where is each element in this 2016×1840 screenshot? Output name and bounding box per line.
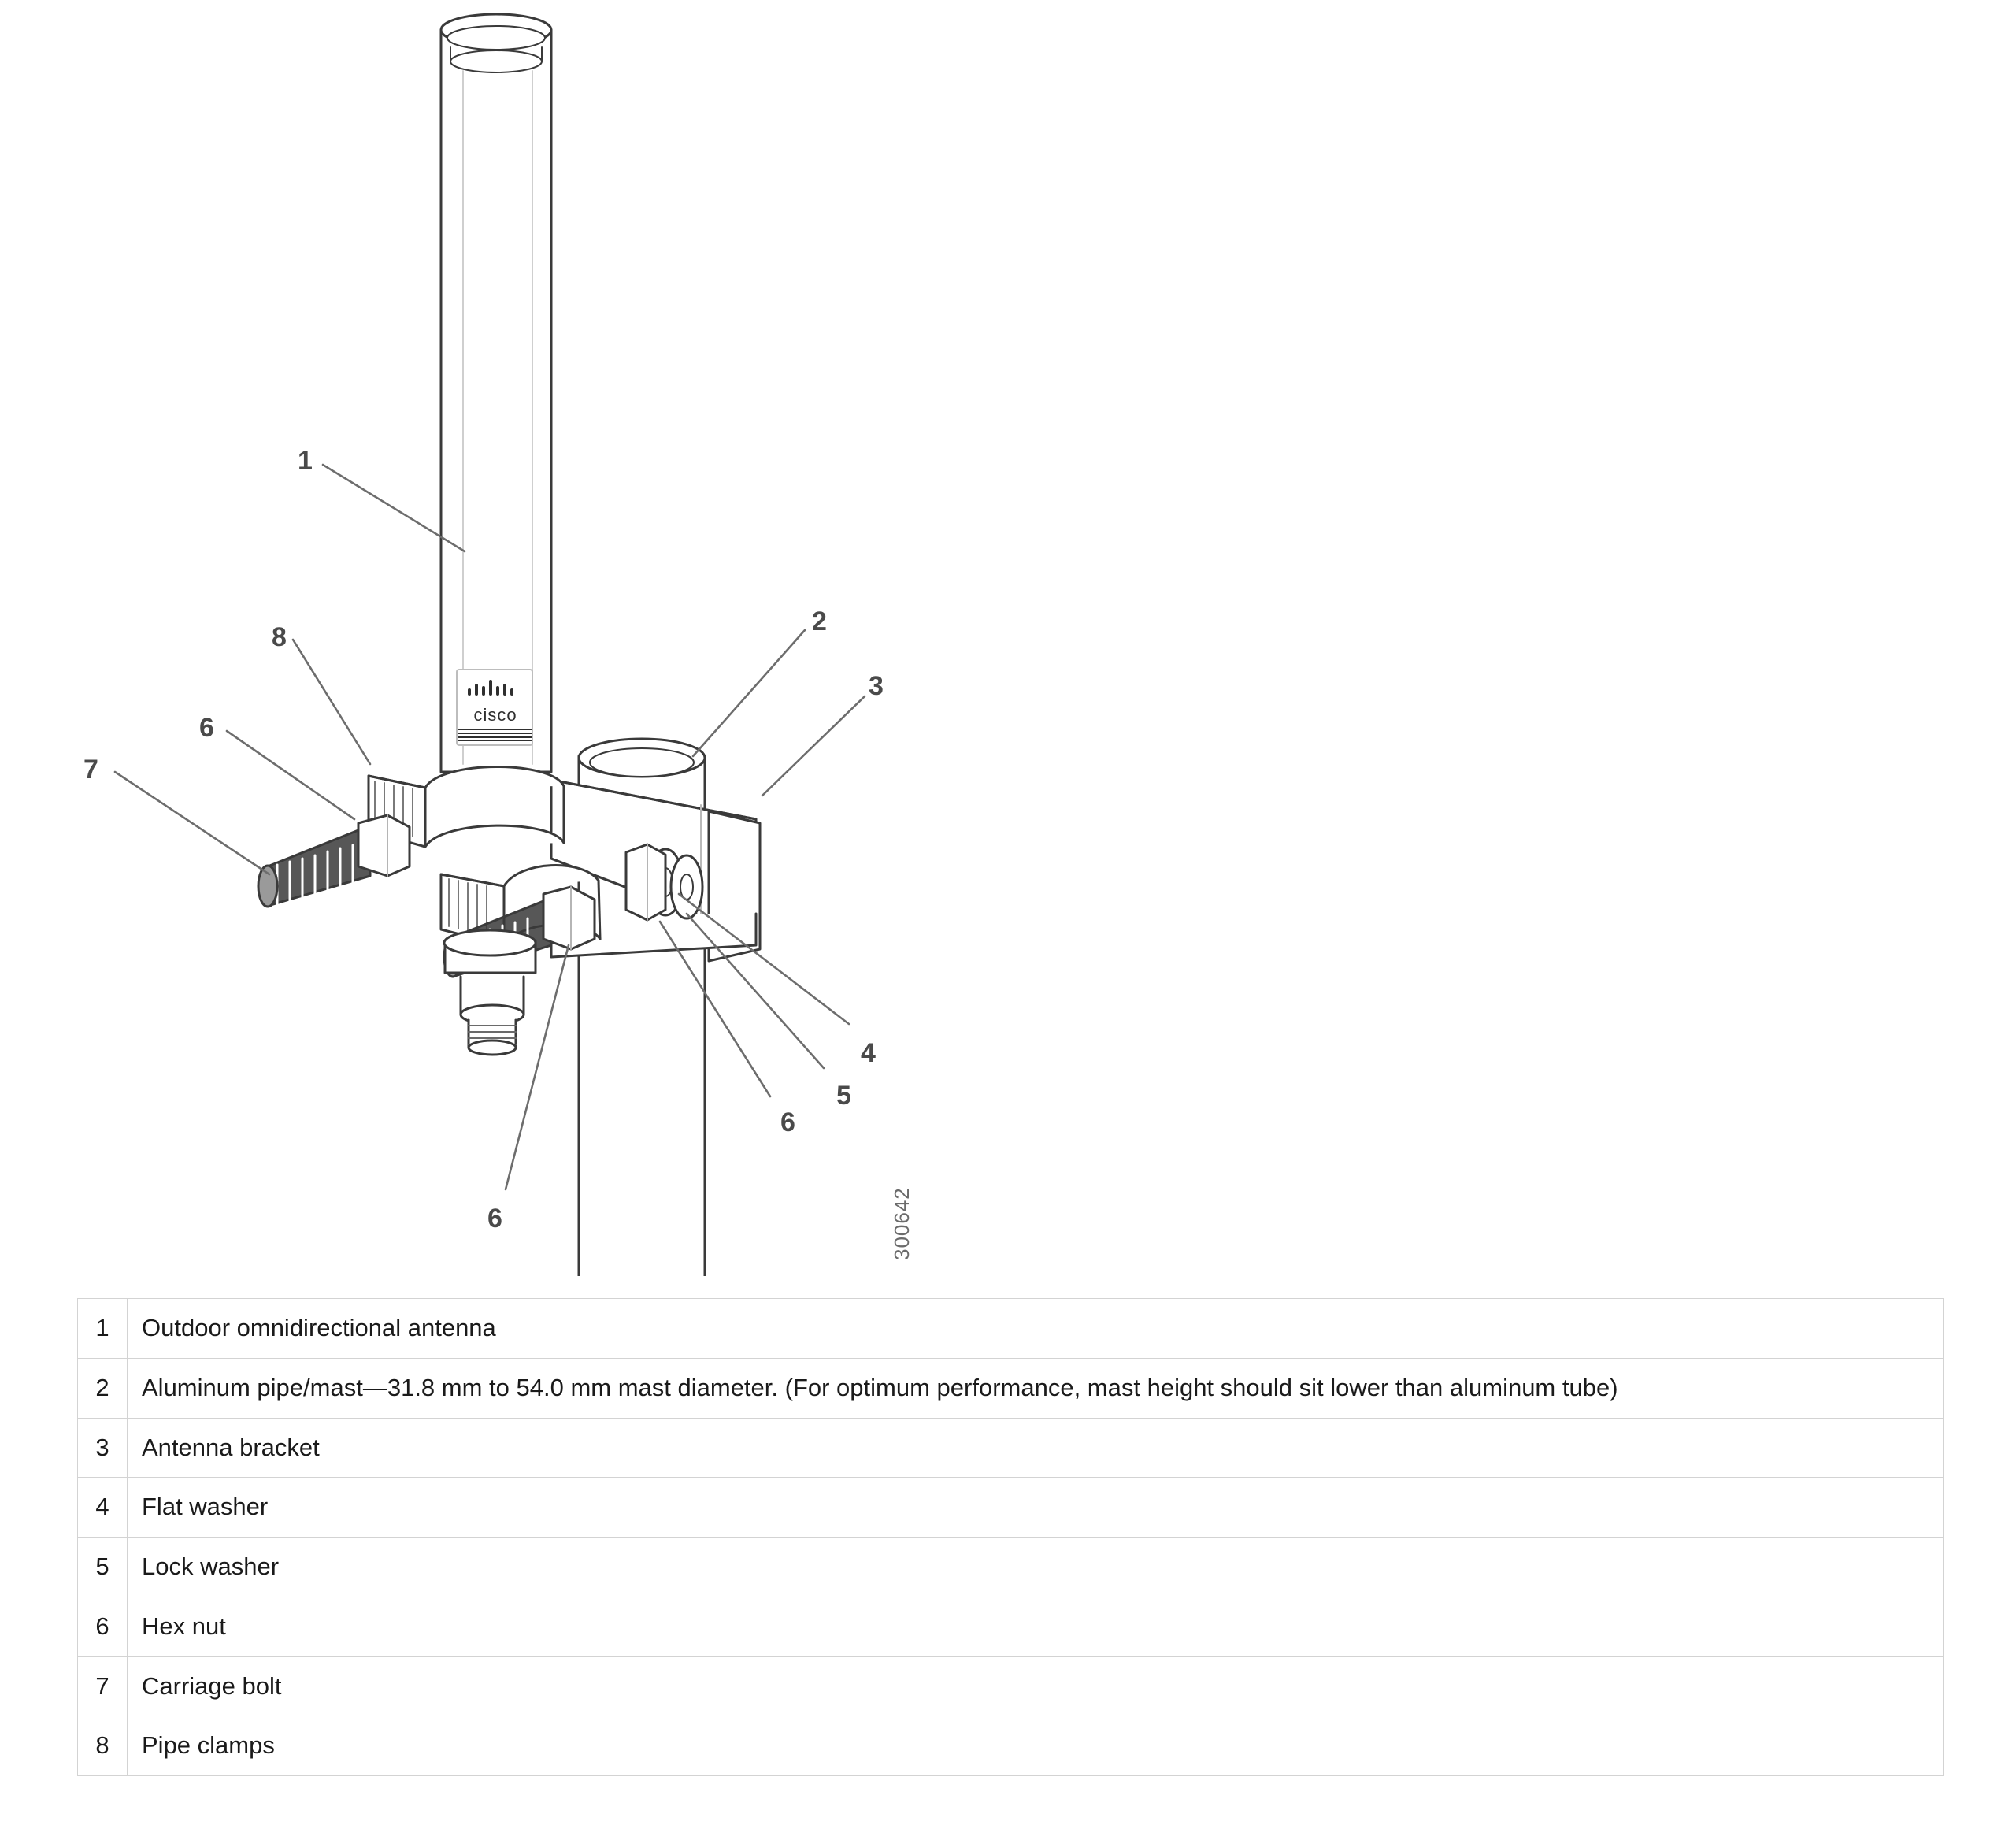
cisco-bars-icon xyxy=(465,679,526,703)
legend-number: 2 xyxy=(78,1358,128,1418)
callout-3: 3 xyxy=(869,671,884,701)
table-row xyxy=(78,1538,1944,1597)
legend-number: 6 xyxy=(78,1597,128,1656)
table-row xyxy=(78,1358,1944,1418)
legend-number: 4 xyxy=(78,1478,128,1538)
legend-number: 1 xyxy=(78,1299,128,1359)
callout-2: 2 xyxy=(812,607,827,636)
legend-number: 5 xyxy=(78,1538,128,1597)
legend-description: Aluminum pipe/mast—31.8 mm to 54.0 mm mast diameter. (For optimum performance, mast height should sit lower than aluminum tube) xyxy=(128,1358,1944,1418)
legend-number: 3 xyxy=(78,1418,128,1478)
figure-art-code: 300642 xyxy=(890,1187,914,1260)
callout-6-upper: 6 xyxy=(199,713,214,743)
legend-description: Hex nut xyxy=(128,1597,1944,1656)
label-barcode xyxy=(458,729,532,741)
legend-number: 7 xyxy=(78,1656,128,1716)
table-row xyxy=(78,1478,1944,1538)
antenna-connector xyxy=(444,930,536,1055)
callout-5: 5 xyxy=(836,1081,851,1111)
table-row xyxy=(78,1299,1944,1359)
legend-description: Carriage bolt xyxy=(128,1656,1944,1716)
callout-4: 4 xyxy=(861,1038,876,1068)
callout-1: 1 xyxy=(298,446,313,476)
callout-8: 8 xyxy=(272,622,287,652)
cisco-wordmark: cisco xyxy=(473,705,517,725)
washer-stack xyxy=(626,844,702,920)
callout-7: 7 xyxy=(83,755,98,785)
legend-description: Lock washer xyxy=(128,1538,1944,1597)
table-row xyxy=(78,1656,1944,1716)
legend-description: Pipe clamps xyxy=(128,1716,1944,1776)
table-row xyxy=(78,1716,1944,1776)
figure-legend-table xyxy=(77,1298,1944,1776)
hex-nut-upper xyxy=(358,815,410,876)
carriage-bolt-upper xyxy=(258,825,370,907)
callout-6-bottom: 6 xyxy=(487,1204,502,1233)
legend-description: Antenna bracket xyxy=(128,1418,1944,1478)
cisco-logo xyxy=(458,679,532,741)
legend-number: 8 xyxy=(78,1716,128,1776)
table-row xyxy=(78,1418,1944,1478)
callout-6-right: 6 xyxy=(780,1107,795,1137)
antenna-tube xyxy=(441,14,551,772)
legend-description: Outdoor omnidirectional antenna xyxy=(128,1299,1944,1359)
legend-description: Flat washer xyxy=(128,1478,1944,1538)
table-row xyxy=(78,1597,1944,1656)
hex-nut-lower xyxy=(543,887,595,949)
